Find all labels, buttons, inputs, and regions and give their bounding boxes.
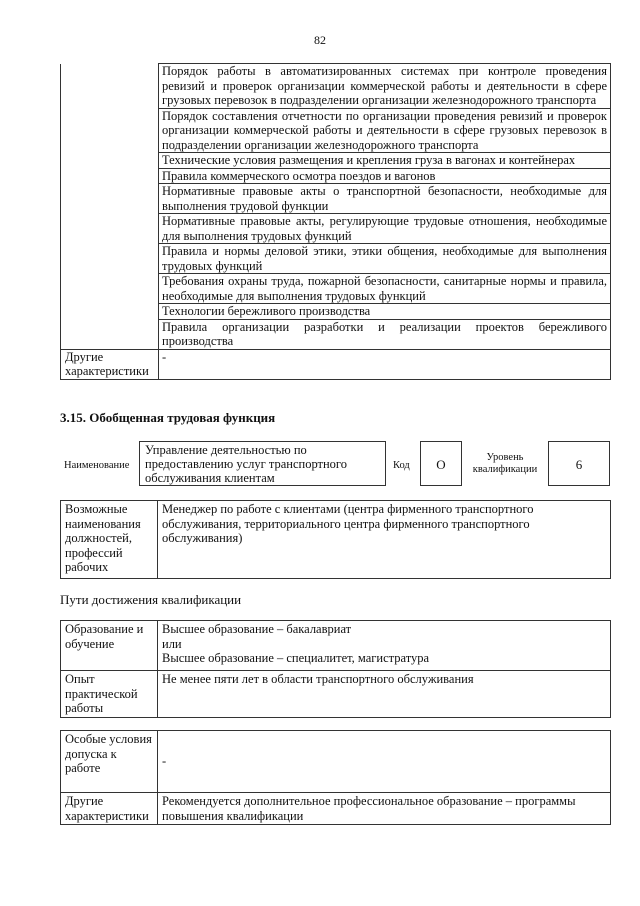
- knowledge-item: Нормативные правовые акты о транспортной безопасности, необходимые для выполнения трудовой функции: [159, 184, 611, 214]
- positions-value: Менеджер по работе с клиентами (центра фирменного транспортного обслуживания, территориального центра фирменного транспортного обслуживания): [158, 501, 611, 579]
- education-label: Образование и обучение: [61, 621, 158, 671]
- knowledge-table: [60, 63, 611, 380]
- knowledge-item: Нормативные правовые акты, регулирующие трудовые отношения, необходимые для выполнения трудовых функций: [159, 214, 611, 244]
- special-conditions-label: Особые условия допуска к работе: [61, 731, 158, 793]
- special-conditions-value: -: [158, 731, 611, 793]
- knowledge-item: Правила организации разработки и реализации проектов бережливого производства: [159, 319, 611, 349]
- knowledge-item: Порядок составления отчетности по организации проведения ревизий и проверок организации коммерческой работы и деятельности в сфере грузовых перевозок в подразделении организации железнодорожного транспорта: [159, 108, 611, 153]
- education-line: или: [162, 636, 182, 651]
- knowledge-label-cell: [61, 64, 159, 350]
- positions-label: Возможные наименования должностей, профессий рабочих: [61, 501, 158, 579]
- knowledge-item: Правила коммерческого осмотра поездов и вагонов: [159, 168, 611, 184]
- positions-table: [60, 500, 611, 579]
- section-title: 3.15. Обобщенная трудовая функция: [60, 410, 276, 425]
- other-characteristics-label: Другие характеристики: [61, 349, 159, 379]
- name-value: Управление деятельностью по предоставлению услуг транспортного обслуживания клиентам: [139, 441, 386, 486]
- knowledge-item: Технические условия размещения и крепления груза в вагонах и контейнерах: [159, 153, 611, 169]
- name-label: Наименование: [64, 460, 130, 471]
- code-value: O: [420, 441, 462, 486]
- education-value: [158, 621, 611, 671]
- paths-title: Пути достижения квалификации: [60, 592, 242, 607]
- education-table: [60, 620, 611, 718]
- education-line: Высшее образование – бакалавриат: [162, 622, 352, 636]
- level-label: Уровень квалификации: [472, 452, 538, 475]
- other-characteristics-value: Рекомендуется дополнительное профессиональное образование – программы повышения квалификации: [158, 793, 611, 825]
- knowledge-item: Порядок работы в автоматизированных системах при контроле проведения ревизий и проверок организации коммерческой работы и деятельности в сфере грузовых перевозок в подразделении организации железнодорожного транспорта: [159, 64, 611, 109]
- page-number: 82: [314, 33, 326, 47]
- other-characteristics-label: Другие характеристики: [61, 793, 158, 825]
- experience-value: Не менее пяти лет в области транспортного обслуживания: [158, 671, 611, 718]
- knowledge-item: Правила и нормы деловой этики, этики общения, необходимые для выполнения трудовых функций: [159, 244, 611, 274]
- other-characteristics-value: -: [159, 349, 611, 379]
- knowledge-item: Технологии бережливого производства: [159, 304, 611, 320]
- knowledge-item: Требования охраны труда, пожарной безопасности, санитарные нормы и правила, необходимые для выполнения трудовых функций: [159, 274, 611, 304]
- experience-label: Опыт практической работы: [61, 671, 158, 718]
- conditions-table: [60, 730, 611, 825]
- education-line: Высшее образование – специалитет, магистратура: [162, 651, 430, 665]
- level-value: 6: [548, 441, 610, 486]
- code-label: Код: [393, 460, 410, 471]
